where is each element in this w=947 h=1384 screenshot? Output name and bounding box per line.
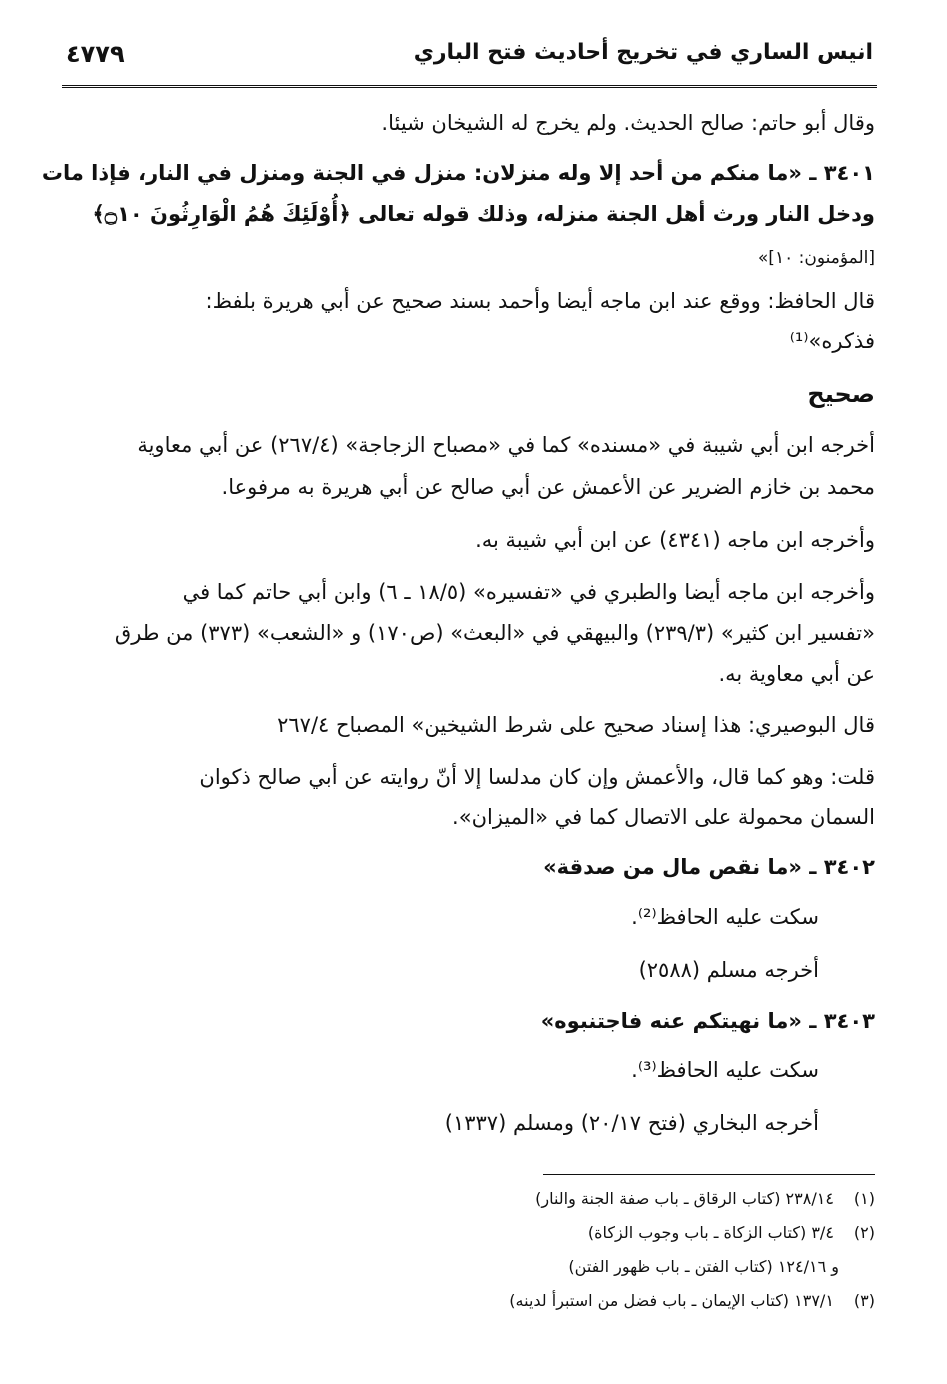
text-line: أخرجه ابن أبي شيبة في «مسنده» كما في «مصباح الزجاجة» (٢٦٧/٤) عن أبي معاوية: [137, 433, 875, 457]
header-rule: [62, 85, 877, 88]
footnote-continuation: [568, 1256, 839, 1278]
footnote-number: (٢): [853, 1223, 875, 1242]
text-line: فذكره»⁽¹⁾: [789, 329, 875, 353]
text-line: أخرجه مسلم (٢٥٨٨): [638, 958, 819, 982]
footnote: [588, 1222, 875, 1244]
text-line: محمد بن خازم الضرير عن الأعمش عن أبي صالح عن أبي هريرة به مرفوعا.: [221, 475, 875, 499]
hadith-3402-line: ٣٤٠٢ ـ «ما نقص مال من صدقة»: [543, 855, 875, 879]
text-line: وأخرجه ابن ماجه أيضا والطبري في «تفسيره» (١٨/٥ ـ ٦) وابن أبي حاتم كما في: [182, 580, 875, 604]
text-line: سكت عليه الحافظ⁽²⁾.: [631, 905, 819, 929]
text-line: وقال أبو حاتم: صالح الحديث. ولم يخرج له الشيخان شيئا.: [381, 111, 875, 135]
hadith-3401-line: ٣٤٠١ ـ «ما منكم من أحد إلا وله منزلان: منزل في الجنة ومنزل في النار، فإذا مات: [41, 161, 875, 185]
footnote-text: ١٣٧/١ (كتاب الإيمان ـ باب فضل من استبرأ لدينه): [509, 1291, 834, 1310]
footnote-text: ٣/٤ (كتاب الزكاة ـ باب وجوب الزكاة): [587, 1223, 834, 1242]
text-line: وأخرجه ابن ماجه (٤٣٤١) عن ابن أبي شيبة به.: [475, 528, 875, 552]
grade-heading: صحيح: [807, 380, 875, 408]
footnote-text: ٢٣٨/١٤ (كتاب الرقاق ـ باب صفة الجنة والنار): [535, 1189, 834, 1208]
footnote-rule: [543, 1174, 875, 1175]
quran-reference: [المؤمنون: ١٠]»: [757, 248, 875, 268]
text-line: قال الحافظ: ووقع عند ابن ماجه أيضا وأحمد بسند صحيح عن أبي هريرة بلفظ:: [205, 289, 875, 313]
footnote-text: و ١٢٤/١٦ (كتاب الفتن ـ باب ظهور الفتن): [568, 1257, 839, 1276]
text-line: «تفسير ابن كثير» (٢٣٩/٣) والبيهقي في «البعث» (ص١٧٠) و «الشعب» (٣٧٣) من طرق: [114, 621, 875, 645]
text-line: سكت عليه الحافظ⁽³⁾.: [631, 1058, 819, 1082]
page-number: ٤٧٧٩: [66, 40, 125, 68]
text-line: عن أبي معاوية به.: [718, 662, 875, 686]
footnote: [509, 1290, 875, 1312]
text-line: أخرجه البخاري (فتح ٢٠/١٧) ومسلم (١٣٣٧): [444, 1111, 819, 1135]
book-title: انيس الساري في تخريج أحاديث فتح الباري: [413, 40, 873, 65]
text-line: قال البوصيري: هذا إسناد صحيح على شرط الشيخين» المصباح ٢٦٧/٤: [277, 713, 875, 737]
footnote-number: (١): [853, 1189, 875, 1208]
footnote-number: (٣): [853, 1291, 875, 1310]
hadith-3401-line: ودخل النار ورث أهل الجنة منزله، وذلك قوله تعالى ﴿أُوْلَئِكَ هُمُ الْوَارِثُونَ ۝١٠﴾: [92, 202, 875, 226]
text-line: قلت: وهو كما قال، والأعمش وإن كان مدلسا إلا أنّ روايته عن أبي صالح ذكوان: [199, 765, 875, 789]
footnote: [535, 1188, 875, 1210]
hadith-3403-line: ٣٤٠٣ ـ «ما نهيتكم عنه فاجتنبوه»: [540, 1009, 875, 1033]
text-line: السمان محمولة على الاتصال كما في «الميزان».: [452, 805, 875, 829]
